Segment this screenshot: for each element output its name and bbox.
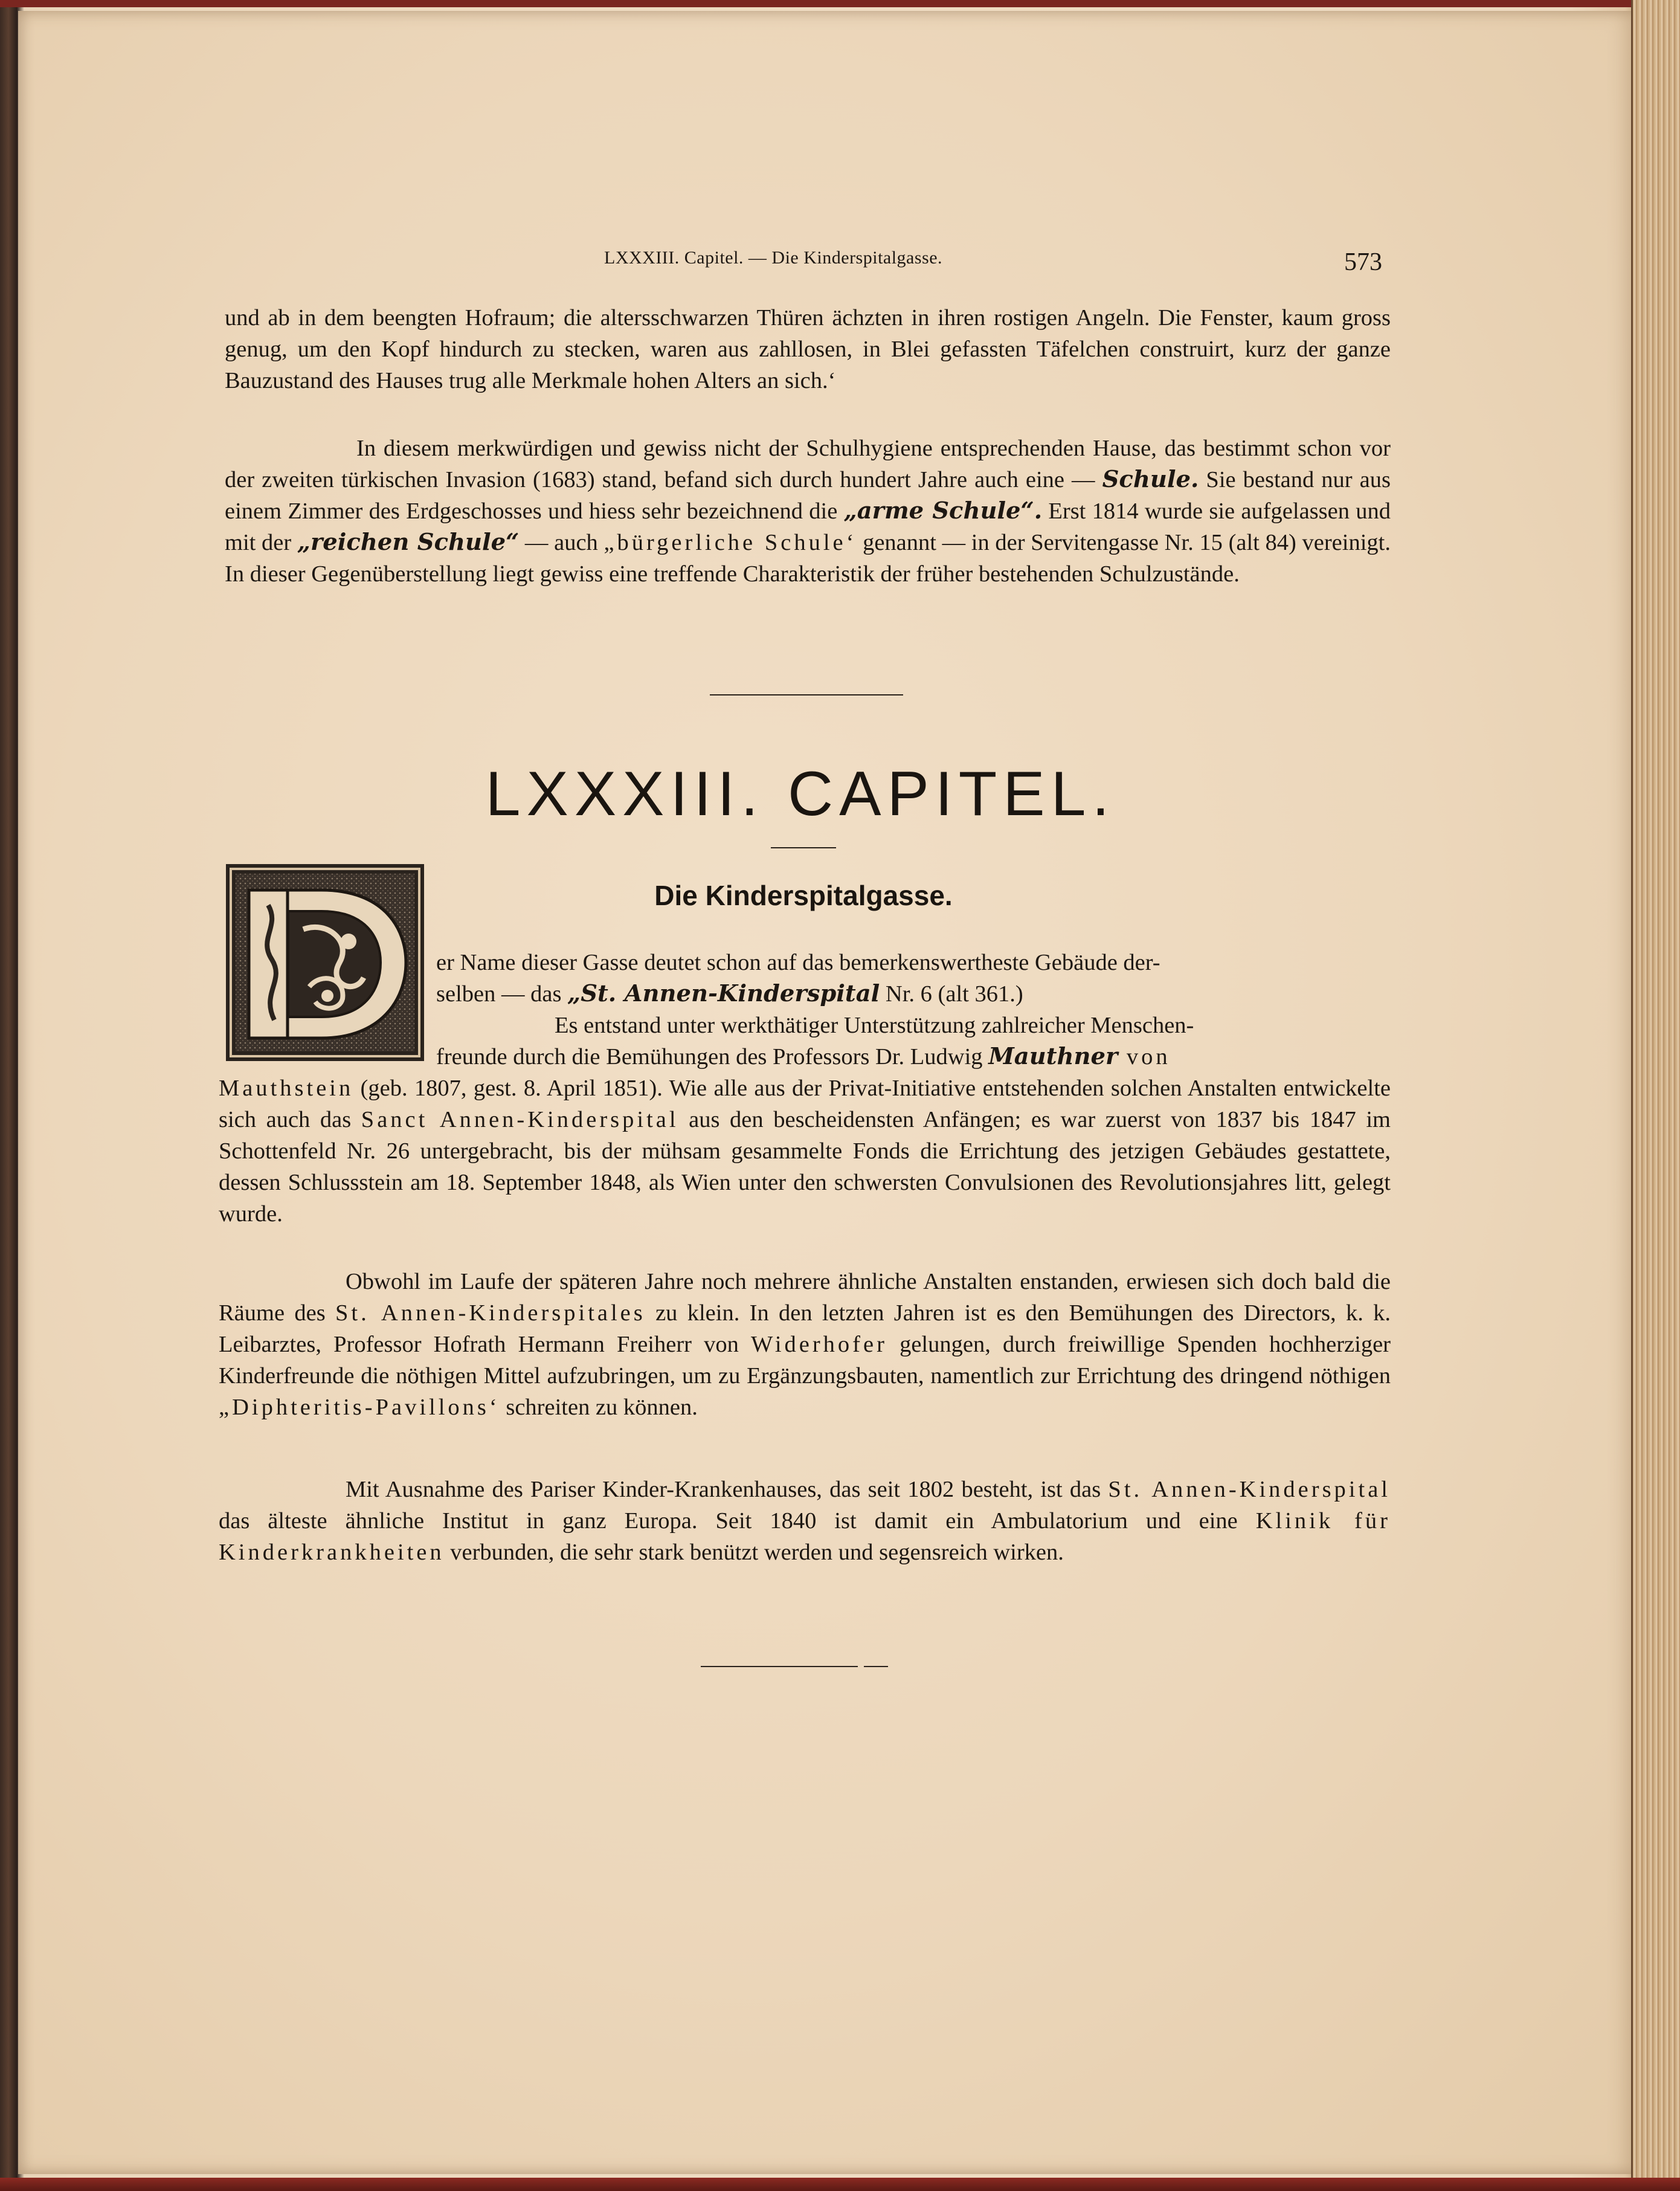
text-run: (geb. 1807, gest. 8. April 1851). Wie alle aus der Privat-Initiative entstehenden solchen Anstalten entwickelte sich auch das [219, 1076, 1391, 1132]
text-run: gelungen, durch freiwillige Spenden hochherziger Kinderfreunde die nöthigen Mittel aufzubringen, um zu Ergänzungsbauten, namentlich zur Errichtung des dringend nöthigen [219, 1332, 1391, 1389]
fraktur-schule: Schule. [1102, 466, 1199, 493]
text-run: von [1118, 1044, 1171, 1070]
fraktur-annen-kinderspital: „St. Annen-Kinderspital [567, 980, 880, 1007]
text-run: — auch [519, 530, 604, 555]
lead-line-1: er Name dieser Gasse deutet schon auf das bemerkenswertheste Gebäude der- [436, 950, 1160, 975]
closing-rule [701, 1666, 858, 1667]
spaced-st-annen-kinderspital: St. Annen-Kinderspital [1108, 1477, 1391, 1502]
page-number: 573 [1344, 248, 1382, 276]
lead-line-4 [436, 1041, 1391, 1073]
closing-rule-short [864, 1666, 888, 1667]
text-run: zu klein. In den letzten Jahren ist es den Bemühungen des Directors, k. k. Leibarztes, Professor Hofrath Hermann Freiherr von [219, 1300, 1391, 1357]
spaced-sanct-annen: Sanct Annen-Kinderspital [361, 1107, 679, 1132]
spaced-klinik: Klinik für Kinderkrankheiten [219, 1508, 1391, 1565]
paragraph-continued: und ab in dem beengten Hofraum; die altersschwarzen Thüren ächzten in ihren rostigen Angeln. Die Fenster, kaum gross genug, um den Kopf hindurch zu stecken, waren aus zahllosen, in Blei gefassten Täfelchen construirt, kurz der ganze Bauzustand des Hauses trug alle Merkmale hohen Alters an sich.‘ [225, 305, 1391, 393]
text-run: Nr. 6 (alt 361.) [880, 981, 1023, 1007]
text-run: In diesem merkwürdigen und gewiss nicht der Schulhygiene entsprechenden Hause, das bestimmt schon vor der zweiten türkischen Invasion (1683) stand, befand sich durch hundert Jahre auch eine — [225, 436, 1391, 492]
chapter-title: LXXXIII. CAPITEL. [485, 759, 1116, 829]
text-run: schreiten zu können. [500, 1395, 698, 1420]
book-edge-bottom [0, 2178, 1680, 2191]
spaced-st-annen-kinderspitales: St. Annen-Kinderspitales [335, 1300, 646, 1326]
page-stack-edge [1631, 0, 1680, 2191]
running-head: LXXXIII. Capitel. — Die Kinderspitalgasse. [604, 248, 943, 268]
text-run: Sie bestand nur aus einem Zimmer des Erdgeschosses und hiess sehr bezeichnend die [225, 467, 1391, 524]
paragraph-schule [225, 433, 1391, 590]
book-edge-top [0, 0, 1680, 7]
text-run: Erst 1814 wurde sie aufgelassen und mit der [225, 499, 1391, 555]
decorated-initial-d [225, 863, 425, 1062]
text-run: freunde durch die Bemühungen des Professors Dr. Ludwig [436, 1044, 989, 1070]
section-title: Die Kinderspitalgasse. [654, 880, 953, 911]
text-run: verbunden, die sehr stark benützt werden und segensreich wirken. [444, 1540, 1064, 1565]
paragraph-kinderspital [219, 1073, 1391, 1230]
fraktur-mauthner: Mauthner [988, 1043, 1118, 1070]
lead-line-3: Es entstand unter werkthätiger Unterstützung zahlreicher Menschen- [555, 1013, 1194, 1038]
lead-line-2 [436, 978, 1023, 1010]
fraktur-arme-schule: „arme Schule“. [843, 497, 1043, 524]
chapter-title-underline [771, 847, 836, 848]
section-divider-rule [710, 694, 903, 695]
text-run: genannt — in der Servitengasse Nr. 15 (alt 84) vereinigt. In dieser Gegenüberstellung liegt gewiss eine treffende Charakteristik der früher bestehenden Schulzustände. [225, 530, 1391, 587]
spaced-diphteritis-pavillons: „Diphteritis-Pavillons‘ [219, 1395, 500, 1420]
text-run: Mit Ausnahme des Pariser Kinder-Krankenhauses, das seit 1802 besteht, ist das [346, 1477, 1109, 1502]
text-run: selben — das [436, 981, 568, 1007]
paragraph-widerhofer [219, 1266, 1391, 1423]
text-run: Obwohl im Laufe der späteren Jahre noch mehrere ähnliche Anstalten enstanden, erwiesen sich doch bald die Räume des [219, 1269, 1391, 1326]
spaced-widerhofer: Widerhofer [751, 1332, 887, 1357]
text-run: aus den bescheidensten Anfängen; es war zuerst von 1837 bis 1847 im Schottenfeld Nr. 26 untergebracht, bis der mühsam gesammelte Fonds die Errichtung des jetzigen Gebäudes gestattete, dessen Schlussstein am 18. September 1848, als Wien unter den schwersten Convulsionen des Revolutionsjahres litt, gelegt wurde. [219, 1107, 1391, 1227]
fraktur-reichen-schule: „reichen Schule“ [297, 529, 520, 556]
paragraph-europa [219, 1474, 1391, 1568]
spaced-buergerliche-schule: „bürgerliche Schule‘ [603, 530, 857, 555]
text-run: das älteste ähnliche Institut in ganz Europa. Seit 1840 ist damit ein Ambulatorium und eine [219, 1508, 1256, 1534]
spaced-mauthstein: Mauthstein [219, 1076, 354, 1101]
